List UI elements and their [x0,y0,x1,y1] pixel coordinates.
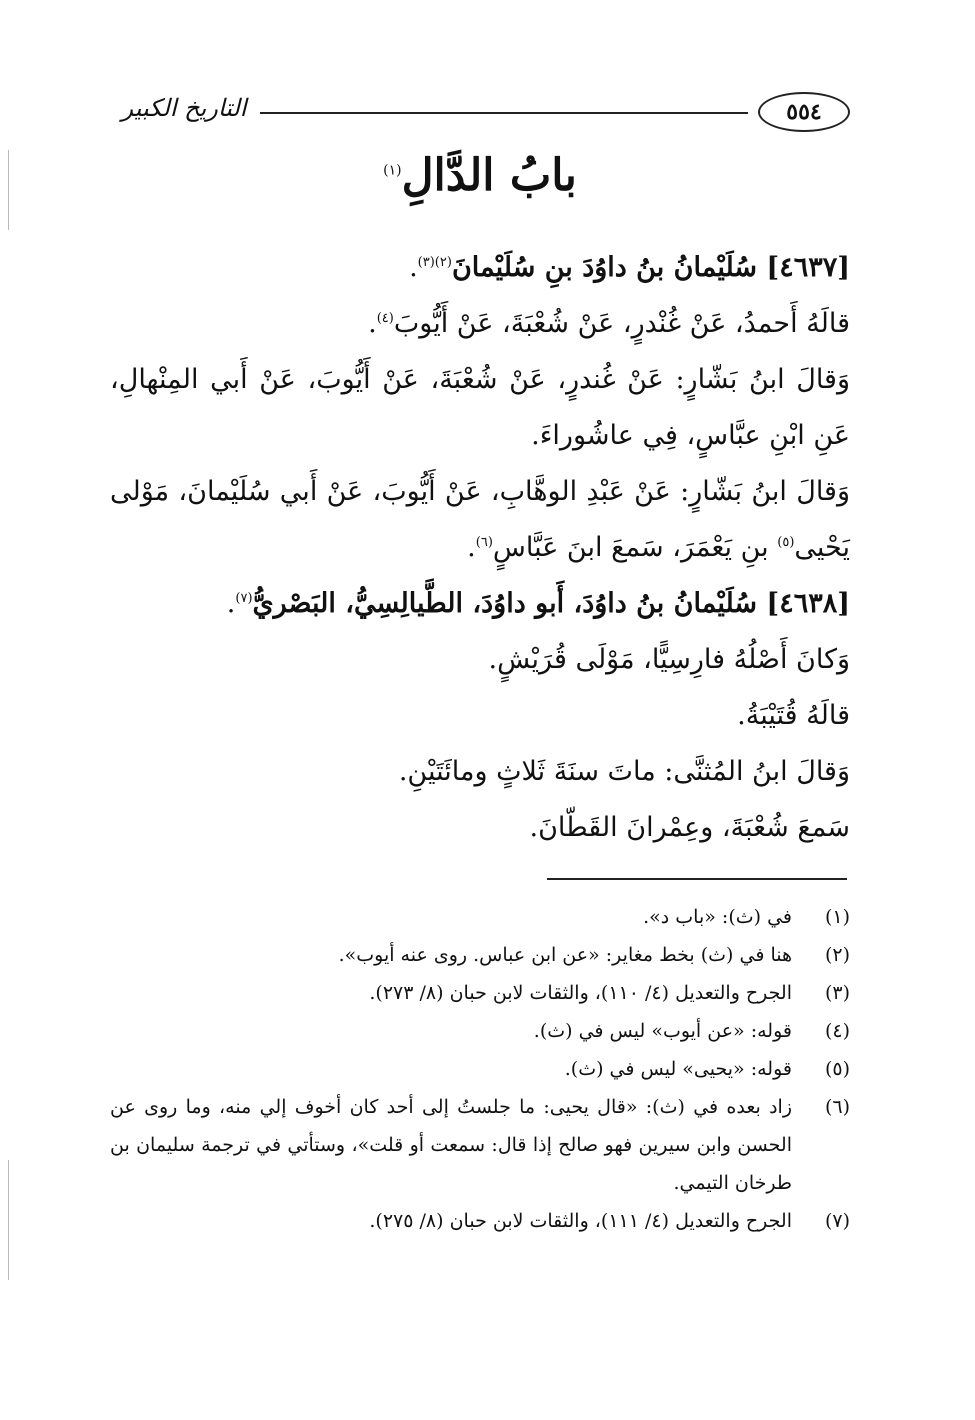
entry-heading: [٤٦٣٨] سُلَيْمانُ بنُ داوُدَ، أَبو داوُدَ، الطَّيالِسِيُّ، البَصْريُّ [252,588,850,619]
punctuation: . [368,308,377,339]
footnote-text: هنا في (ث) بخط مغاير: «عن ابن عباس. روى عنه أيوب». [338,944,792,966]
narration-text: وَكانَ أَصْلُهُ فارِسِيًّا، مَوْلَى قُرَيْشٍ. [488,644,850,675]
page-number-badge [758,92,850,132]
footnote-number: (٧) [824,1210,850,1232]
entry-heading: [٤٦٣٧] سُلَيْمانُ بنُ داوُدَ بنِ سُلَيْمانَ [451,252,850,283]
chapter-title-text: بابُ الدَّالِ [401,150,577,201]
footnote-ref: (٢)(٣) [417,255,452,270]
text-line [110,464,850,576]
narration-text: قالَهُ أَحمدُ، عَنْ غُنْدرٍ، عَنْ شُعْبَةَ، عَنْ أَيُّوبَ [393,308,850,339]
footnote-ref: (٥) [777,535,795,550]
footnote-item [110,1012,850,1050]
narration-text: سَمعَ شُعْبَةَ، وعِمْرانَ القَطّانَ. [529,812,850,843]
punctuation: . [467,532,476,563]
punctuation: . [409,252,418,283]
text-line [110,744,850,800]
footnote-number: (٦) [824,1096,850,1118]
footnote-number: (٣) [824,982,850,1004]
footnote-item [110,1050,850,1088]
footnote-text: زاد بعده في (ث): «قال يحيى: ما جلستُ إلى أحد كان أخوف إلي منه، وما روى عن الحسن وابن سيرين فهو صالح إذا قال: سمعت أو قلت»، وستأتي في ترجمة سليمان بن طرخان التيمي. [110,1096,792,1194]
page-header [110,92,850,138]
footnote-separator [547,878,847,880]
footnote-text: الجرح والتعديل (٤/ ١١٠)، والثقات لابن حبان (٨/ ٢٧٣). [369,982,792,1004]
text-line [110,688,850,744]
narration-text: وَقالَ ابنُ بَشّارٍ: عَنْ عَبْدِ الوهَّابِ، عَنْ أَيُّوبَ، عَنْ أَبي سُلَيْمانَ، مَوْلى يَحْيى [110,476,850,563]
entry-4637-heading [110,240,850,296]
text-line [110,296,850,352]
narration-text: وَقالَ ابنُ المُثنَّى: ماتَ سنَةَ ثَلاثٍ ومائَتَيْنِ. [398,756,850,787]
footnote-ref: (٦) [475,535,493,550]
punctuation: . [226,588,236,619]
binding-edge-mark [8,150,9,230]
chapter-title [110,150,850,201]
footnote-number: (١) [824,906,850,928]
footnote-text: قوله: «يحيى» ليس في (ث). [564,1058,792,1080]
main-text [110,240,850,856]
footnote-item [110,974,850,1012]
footnote-item [110,898,850,936]
footnote-number: (٤) [824,1020,850,1042]
narration-text: بنِ يَعْمَرَ، سَمعَ ابنَ عَبَّاسٍ [492,532,778,563]
footnote-ref: (٤) [376,311,394,326]
footnote-item [110,936,850,974]
narration-text: وَقالَ ابنُ بَشّارٍ: عَنْ غُندرٍ، عَنْ شُعْبَةَ، عَنْ أَيُّوبَ، عَنْ أَبي المِنْهالِ، عَنِ ابْنِ عبَّاسٍ، فِي عاشُوراءَ. [110,364,850,451]
footnote-ref: (٧) [235,591,253,606]
footnote-item [110,1202,850,1240]
footnote-text: قوله: «عن أيوب» ليس في (ث). [533,1020,792,1042]
book-title: التاريخ الكبير [121,94,247,122]
entry-4638-heading [110,576,850,632]
header-rule [260,112,748,114]
text-line [110,632,850,688]
footnote-number: (٢) [824,944,850,966]
page-number: ٥٥٤ [786,99,822,125]
footnote-text: في (ث): «باب د». [643,906,792,928]
footnote-number: (٥) [824,1058,850,1080]
footnote-item [110,1088,850,1202]
text-line [110,352,850,464]
narration-text: قالَهُ قُتَيْبَةُ. [737,700,850,731]
footnote-text: الجرح والتعديل (٤/ ١١١)، والثقات لابن حبان (٨/ ٢٧٥). [369,1210,792,1232]
chapter-note-ref: (١) [383,162,402,179]
binding-edge-mark [8,1160,9,1280]
footnotes [110,898,850,1240]
text-line [110,800,850,856]
